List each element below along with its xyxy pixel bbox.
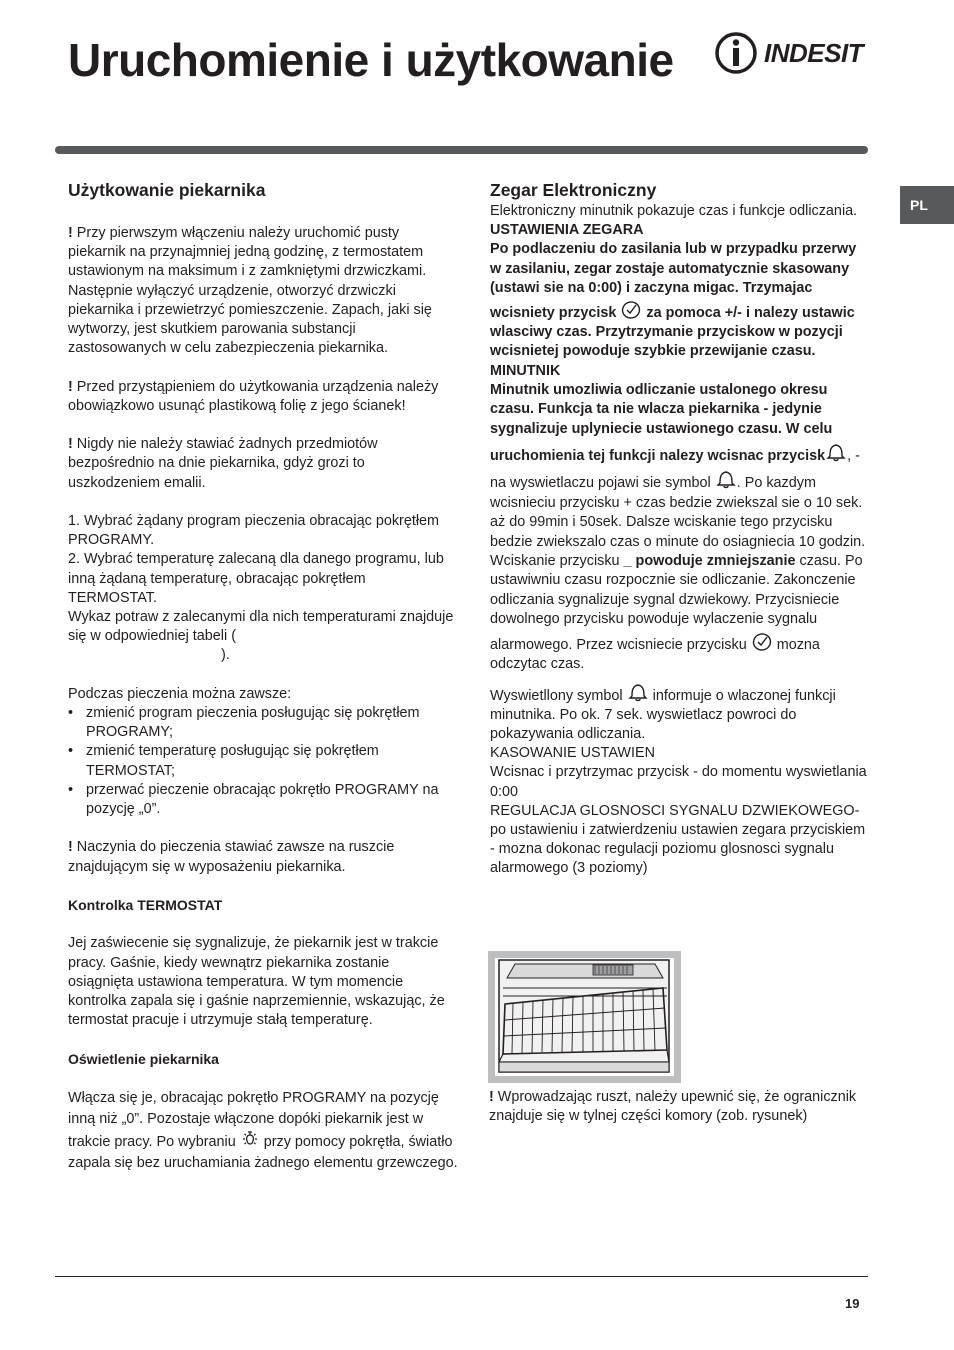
section-heading-oven-use: Użytkowanie piekarnika xyxy=(68,180,266,200)
timer-text: Minutnik umozliwia odliczanie ustalonego okresu czasu. Funkcja ta nie wlacza piekarnika - jedynie sygnalizuje uplyniecie ustawionego czasu. W celu uruchomienia tej funkcji nalezy wcisnac przycisk , - na wyswietlaczu pojawi sie symbol . Po kazdym wcisnieciu przycisku + czas bedzie zwiekszal sie o 10 sek. aż do 99min i 50sek. Dalsze wciskanie tego przycisku bedzie zwiekszalo czas o minute do osiagniecia 10 godzin. Wciskanie przycisku _ powoduje zmniejszanie czasu. Po ustawiwniu czasu rozpocznie sie odliczanie. Zakonczenie odliczania sygnalizuje sygnal dzwiekowy. Przycisniecie dowolnego przycisku powoduje wylaczenie sygnalu alarmowego. Przez wcisniecie przycisku mozna odczytac czas. xyxy=(490,381,866,673)
warning-mark: ! xyxy=(68,225,73,241)
termostat-heading: Kontrolka TERMOSTAT xyxy=(68,897,223,914)
termostat-text: Jej zaświecenie się sygnalizuje, że piekarnik jest w trakcie pracy. Gaśnie, kiedy wewnątrz piekarnika zostanie osiągnięta ustawiona temperatura. W tym momencie kontrolka zapala się i gaśnie naprzemiennie, wskazując, że termostat pracuje i utrzymuje stałą temperaturę. xyxy=(68,935,445,1029)
during-intro: Podczas pieczenia można zawsze: xyxy=(68,685,292,702)
oven-rack-figure xyxy=(488,951,681,1083)
reset-heading: KASOWANIE USTAWIEN xyxy=(490,745,655,762)
clock-button-icon xyxy=(751,630,773,652)
warning-mark: ! xyxy=(68,436,73,453)
section-heading-clock: Zegar Elektroniczny xyxy=(490,180,657,200)
warning-first-use: ! Przy pierwszym włączeniu należy uruchomić pusty piekarnik na przynajmniej jedną godzinę, z termostatem ustawionym na maksimum i z zamkniętymi drzwiczkami. Następnie wyłączyć urządzenie, otworzyć drzwiczki piekarnika i przewietrzyć pomieszczenie. Zapach, jaki się wytworzy, jest skutkiem parowania substancji zastosowanych w celu zabezpieczenia piekarnika. xyxy=(68,225,432,357)
left-column xyxy=(68,178,458,1173)
language-tab: PL xyxy=(900,186,954,224)
logo-wordmark: INDESIT xyxy=(764,37,864,68)
list-item: • zmienić program pieczenia posługując się pokrętłem PROGRAMY; xyxy=(68,704,458,742)
volume-text: - po ustawieniu i zatwierdzeniu ustawien zegara przyciskiem - mozna dokonac regulacji poziomu glosnosci sygnalu alarmowego (3 poziomy) xyxy=(490,802,866,877)
reset-text: Wcisnac i przytrzymac przycisk - do momentu wyswietlania 0:00 xyxy=(490,764,867,800)
bell-icon xyxy=(715,466,737,490)
timer-heading: MINUTNIK xyxy=(490,362,561,379)
warning-bottom: ! Nigdy nie należy stawiać żadnych przedmiotów bezpośrednio na dnie piekarnika, gdyż grozi to uszkodzeniem emalii. xyxy=(68,436,378,491)
volume-heading: REGULACJA GLOSNOSCI SYGNALU DZWIEKOWEGO xyxy=(490,802,855,819)
bell-icon xyxy=(825,439,847,463)
oven-rack-illustration xyxy=(495,958,674,1076)
rack-warning: ! Wprowadzając ruszt, należy upewnić się, że ogranicznik znajduje się w tylnej części komory (zob. rysunek) xyxy=(489,1089,857,1125)
light-heading: Oświetlenie piekarnika xyxy=(68,1050,219,1067)
warning-mark: ! xyxy=(489,1089,494,1105)
warning-remove-foil: ! Przed przystąpieniem do użytkowania urządzenia należy obowiązkowo usunąć plastikową folię z jego ścianek! xyxy=(68,378,439,414)
step-1: 1. Wybrać żądany program pieczenia obracając pokrętłem PROGRAMY. xyxy=(68,513,440,549)
warning-cookware: ! Naczynia do pieczenia stawiać zawsze na ruszcie znajdującym się w wyposażeniu piekarnika. xyxy=(68,839,395,875)
list-item: • przerwać pieczenie obracając pokrętło PROGRAMY na pozycję „0”. xyxy=(68,781,458,819)
header-divider xyxy=(55,146,868,154)
right-column xyxy=(490,178,870,879)
page-title: Uruchomienie i użytkowanie xyxy=(68,34,674,86)
footer-divider xyxy=(55,1276,868,1277)
step-2: 2. Wybrać temperaturę zalecaną dla danego programu, lub inną żądaną temperaturę, obracając pokrętłem TERMOSTAT. xyxy=(68,551,444,606)
indesit-i-icon xyxy=(714,31,758,75)
clock-intro: Elektroniczny minutnik pokazuje czas i funkcje odliczania. xyxy=(490,203,858,219)
oven-light-icon xyxy=(240,1129,260,1149)
clock-settings-text: Po podlaczeniu do zasilania lub w przypadku przerwy w zasilaniu, zegar zostaje automatycznie skasowany (ustawi sie na 0:00) i zaczyna migac. Trzymajac wcisniety przycisk za pomoca +/- i nalezy ustawic wlasciwy czas. Przytrzymanie przyciskow w pozycji wcisnietej powoduje szybkie przewijanie czasu. xyxy=(490,241,857,360)
light-text: Włącza się je, obracając pokrętło PROGRAMY na pozycję inną niż „0”. Pozostaje włączone dopóki piekarnik jest w trakcie pracy. Po wybraniu przy pomocy pokrętła, światło zapala się bez uruchamiania żadnego elementu grzewczego. xyxy=(68,1090,458,1171)
page-number: 19 xyxy=(845,1296,860,1311)
indesit-logo xyxy=(714,30,863,76)
list-item: • zmienić temperaturę posługując się pokrętłem TERMOSTAT; xyxy=(68,742,458,780)
clock-settings-heading: USTAWIENIA ZEGARA xyxy=(490,222,644,239)
during-list xyxy=(68,704,458,819)
symbol-text: Wyswietllony symbol informuje o wlaczonej funkcji minutnika. Po ok. 7 sek. wyswietlacz powroci do pokazywania odliczania. xyxy=(490,679,870,745)
warning-mark: ! xyxy=(68,378,73,395)
table-note-end: ). xyxy=(221,647,230,664)
table-note: Wykaz potraw z zalecanymi dla nich temperaturami znajduje się w odpowiedniej tabeli ( xyxy=(68,609,454,645)
warning-mark: ! xyxy=(68,839,73,856)
clock-button-icon xyxy=(620,298,642,320)
bell-icon xyxy=(627,679,649,703)
